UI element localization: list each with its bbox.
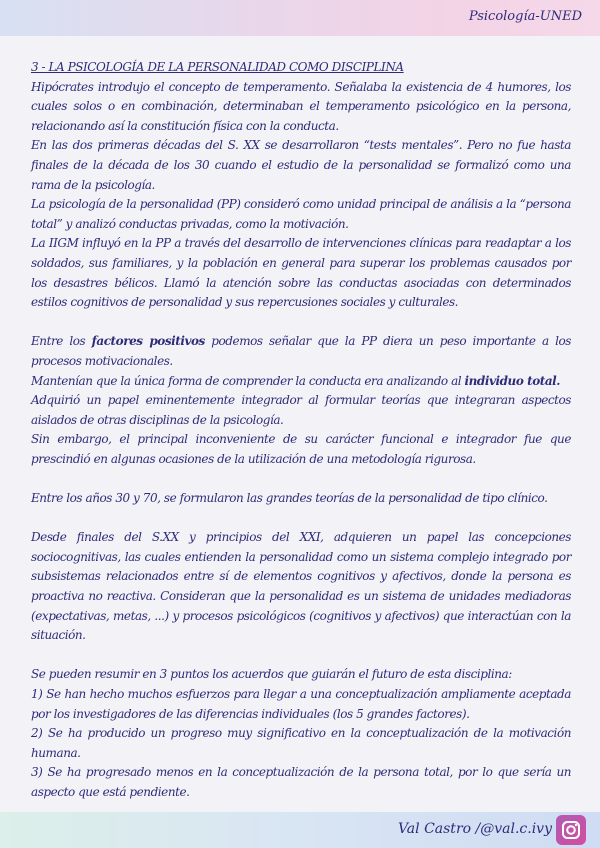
text-run: Entre los [31,334,92,349]
paragraph: 1) Se han hecho muchos esfuerzos para llegar a una conceptualización ampliamente aceptada por los investigadores de las diferencias individuales (los 5 grandes factores). [31,687,571,721]
spacer [31,469,571,489]
paragraph: Entre los años 30 y 70, se formularon las grandes teorías de la personalidad de tipo clínico. [31,491,548,506]
paragraph: La psicología de la personalidad (PP) consideró como unidad principal de análisis a la “persona total” y analizó conductas privadas, como la motivación. [31,197,571,231]
text-run: Mantenían que la única forma de comprender la conducta era analizando al [31,373,465,388]
spacer [31,313,571,333]
spacer [31,646,571,666]
paragraph: 2) Se ha producido un progreso muy significativo en la conceptualización de la motivación humana. [31,726,571,760]
header-title: Psicología-UNED [468,9,582,24]
page-header [0,0,600,36]
spacer [31,509,571,529]
paragraph: Desde finales del S.XX y principios del XXI, adquieren un papel las concepciones sociocognitivas, las cuales entienden la personalidad como un sistema complejo integrado por subsistemas relacionados entre sí de elementos cognitivos y afectivos, donde la persona es proactiva no reactiva. Consideran que la personalidad es un sistema de unidades mediadoras (expectativas, metas, ...) y procesos psicológicos (cognitivos y afectivos) que interactúan con la situación. [31,530,571,643]
paragraph: Sin embargo, el principal inconveniente de su carácter funcional e integrador fue que prescindió en algunas ocasiones de la utilización de una metodología rigurosa. [31,432,571,466]
section-title: 3 - LA PSICOLOGÍA DE LA PERSONALIDAD COMO DISCIPLINA [31,60,404,74]
author-credit: Val Castro /@val.c.ivy [397,821,552,837]
document-body [31,58,571,803]
instagram-icon[interactable] [556,815,586,845]
paragraph: Hipócrates introdujo el concepto de temperamento. Señalaba la existencia de 4 humores, los cuales solos o en combinación, determinaban el temperamento psicológico en la persona, relacionando así la constitución física con la conducta. [31,79,571,133]
paragraph: La IIGM influyó en la PP a través del desarrollo de intervenciones clínicas para readaptar a los soldados, sus familiares, y la población en general para superar los problemas causados por los desastres bélicos. Llamó la atención sobre las conductas asociadas con determinados estilos cognitivos de personalidad y sus repercusiones sociales y culturales. [31,236,571,310]
paragraph: En las dos primeras décadas del S. XX se desarrollaron “tests mentales”. Pero no fue hasta finales de la década de los 30 cuando el estudio de la personalidad se formalizó como una rama de la psicología. [31,138,571,192]
paragraph: 3) Se ha progresado menos en la conceptualización de la persona total, por lo que sería un aspecto que está pendiente. [31,765,571,799]
paragraph: Adquirió un papel eminentemente integrador al formular teorías que integraran aspectos aislados de otras disciplinas de la psicología. [31,393,571,427]
paragraph: Se pueden resumir en 3 puntos los acuerdos que guiarán el futuro de esta disciplina: [31,667,512,682]
bold-term: factores positivos [91,334,205,349]
bold-term: individuo total. [464,373,561,388]
page-footer [0,812,600,848]
paragraph [31,372,571,392]
paragraph [31,332,571,371]
text-run: podemos señalar que la PP diera un peso importante a los procesos motivacionales. [31,334,571,368]
